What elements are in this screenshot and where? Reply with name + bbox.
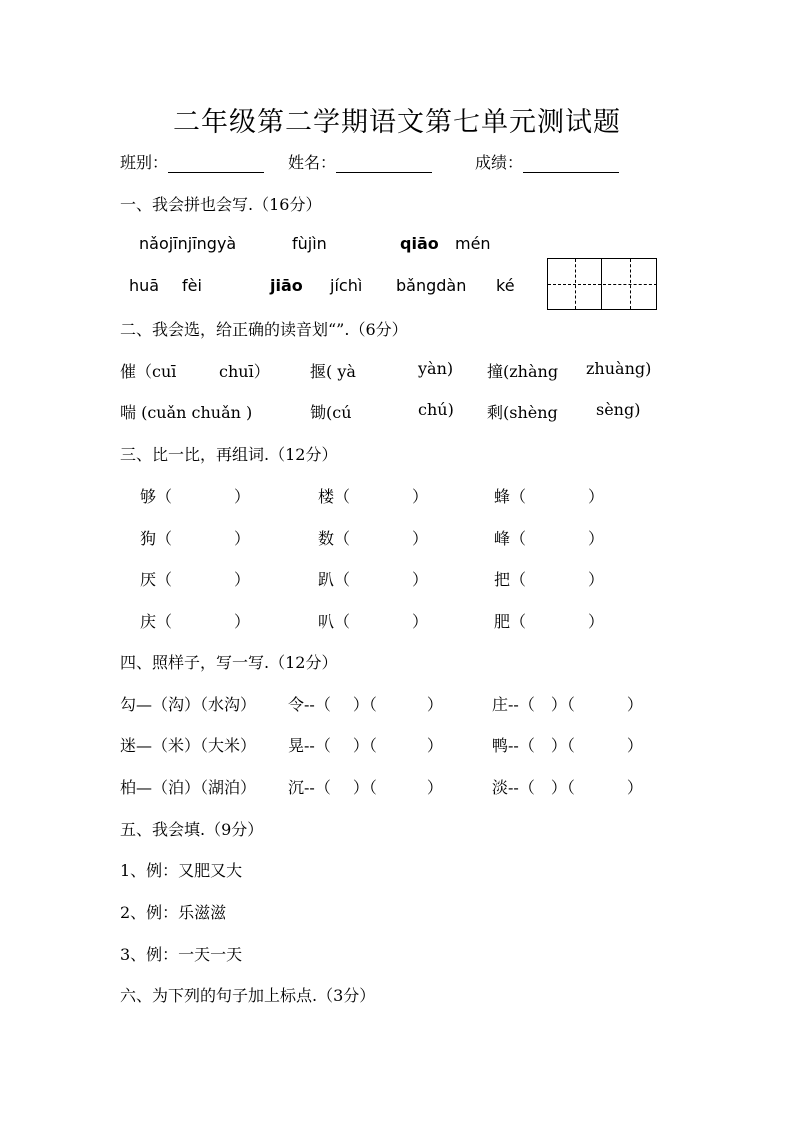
class-field — [120, 150, 264, 173]
compare-item[interactable]: 数（ ） — [318, 529, 429, 548]
imitate-item[interactable]: 鸭--（ ）（ ） — [492, 736, 643, 755]
example-item: 柏—（泊）（湖泊） — [120, 778, 257, 797]
fill-item: 2、例：乐滋滋 — [120, 903, 227, 922]
name-label: 姓名： — [288, 153, 337, 172]
section2-heading: 二、我会选，给正确的读音划“”.（6分） — [120, 320, 408, 339]
section5-heading: 五、我会填.（9分） — [120, 820, 264, 839]
example-item: 勾—（沟）（水沟） — [120, 695, 257, 714]
compare-item[interactable]: 峰（ ） — [494, 529, 605, 548]
imitate-item[interactable]: 淡--（ ）（ ） — [492, 778, 643, 797]
choice-3a[interactable]: 撞(zhàng — [487, 362, 559, 381]
section3-heading: 三、比一比，再组词.（12分） — [120, 445, 338, 464]
example-item: 迷—（米）（大米） — [120, 736, 257, 755]
choice-2b[interactable]: yàn) — [418, 359, 454, 378]
compare-item[interactable]: 把（ ） — [494, 570, 605, 589]
pinyin-1: nǎojīnjīngyà — [139, 234, 237, 253]
fill-item: 1、例：又肥又大 — [120, 861, 243, 880]
pinyin-7: jiāo — [270, 276, 303, 295]
imitate-item[interactable]: 令--（ ）（ ） — [288, 695, 443, 714]
choice-2a[interactable]: 揠( yà — [310, 362, 356, 381]
page-title: 二年级第二学期语文第七单元测试题 — [173, 107, 621, 138]
section6-heading: 六、为下列的句子加上标点.（3分） — [120, 986, 376, 1005]
choice-3b[interactable]: zhuàng) — [586, 359, 652, 378]
fill-item: 3、例：一天一天 — [120, 945, 243, 964]
section1-heading: 一、我会拼也会写.（16分） — [120, 195, 322, 214]
pinyin-6: fèi — [182, 276, 202, 295]
compare-item[interactable]: 狗（ ） — [140, 529, 251, 548]
writing-cell[interactable] — [603, 259, 657, 309]
writing-cell[interactable] — [548, 259, 602, 309]
compare-item[interactable]: 够（ ） — [140, 487, 251, 506]
choice-6a[interactable]: 剩(shèng — [487, 403, 558, 422]
compare-item[interactable]: 叭（ ） — [318, 612, 429, 631]
choice-5b[interactable]: chú) — [418, 400, 454, 419]
pinyin-3: qiāo — [400, 234, 439, 253]
choice-5a[interactable]: 锄(cú — [310, 403, 352, 422]
imitate-item[interactable]: 晃--（ ）（ ） — [288, 736, 443, 755]
pinyin-5: huā — [129, 276, 160, 295]
compare-item[interactable]: 趴（ ） — [318, 570, 429, 589]
pinyin-8: jíchì — [330, 276, 363, 295]
pinyin-10: ké — [496, 276, 515, 295]
compare-item[interactable]: 厌（ ） — [140, 570, 251, 589]
score-field — [475, 150, 619, 173]
compare-item[interactable]: 楼（ ） — [318, 487, 429, 506]
class-blank[interactable] — [168, 154, 264, 173]
choice-6b[interactable]: sèng) — [596, 400, 641, 419]
compare-item[interactable]: 肥（ ） — [494, 612, 605, 631]
choice-4[interactable]: 喘 (cuǎn chuǎn ) — [120, 403, 253, 422]
score-label: 成绩： — [475, 153, 524, 172]
class-label: 班别： — [120, 153, 169, 172]
compare-item[interactable]: 蜂（ ） — [494, 487, 605, 506]
name-field — [288, 150, 432, 173]
writing-grid[interactable] — [547, 258, 657, 310]
choice-1b[interactable]: chuī） — [219, 362, 270, 381]
score-blank[interactable] — [523, 154, 619, 173]
imitate-item[interactable]: 沉--（ ）（ ） — [288, 778, 443, 797]
pinyin-4: mén — [455, 234, 491, 253]
section4-heading: 四、照样子，写一写.（12分） — [120, 653, 338, 672]
choice-1a[interactable]: 催（cuī — [120, 362, 177, 381]
pinyin-2: fùjìn — [292, 234, 327, 253]
compare-item[interactable]: 庆（ ） — [140, 612, 251, 631]
name-blank[interactable] — [336, 154, 432, 173]
pinyin-9: bǎngdàn — [396, 276, 467, 295]
imitate-item[interactable]: 庄--（ ）（ ） — [492, 695, 643, 714]
